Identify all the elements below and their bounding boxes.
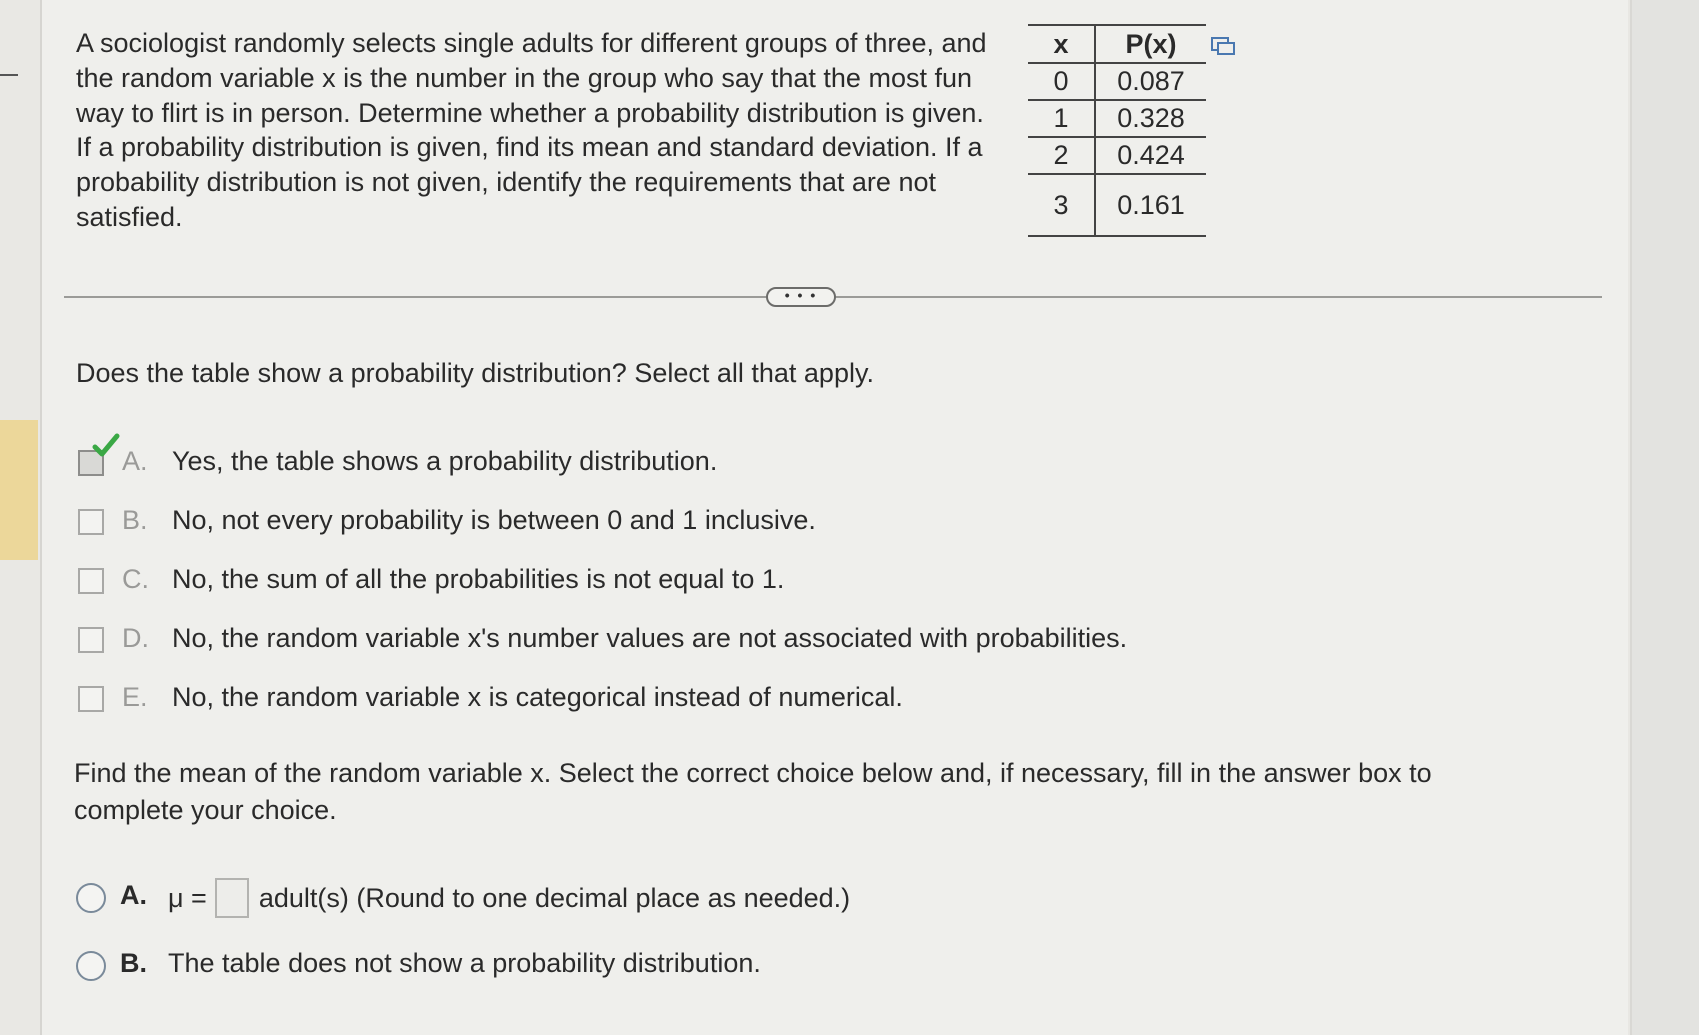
table-row	[1028, 137, 1206, 174]
table-cell-px: 0.328	[1095, 100, 1206, 137]
question1-prompt: Does the table show a probability distribution? Select all that apply.	[76, 358, 874, 388]
table-cell-x: 0	[1028, 63, 1095, 100]
mean-option-b-radio[interactable]	[76, 951, 106, 981]
mean-option-b-letter: B.	[120, 948, 147, 978]
table-row	[1028, 174, 1206, 236]
table-cell-x: 3	[1028, 174, 1095, 236]
table-header-px: P(x)	[1095, 25, 1206, 63]
option-b-checkbox[interactable]	[78, 509, 104, 535]
right-gutter	[1630, 0, 1699, 1035]
question-highlight-tab	[0, 420, 38, 560]
left-gutter-marker	[0, 74, 18, 76]
mean-option-b-text: The table does not show a probability distribution.	[168, 948, 761, 978]
table-cell-px: 0.424	[1095, 137, 1206, 174]
option-a-text: Yes, the table shows a probability distribution.	[172, 446, 718, 476]
mean-option-a-radio[interactable]	[76, 883, 106, 913]
probability-table	[1028, 24, 1206, 237]
option-b-text: No, not every probability is between 0 and 1 inclusive.	[172, 505, 816, 535]
option-c-checkbox[interactable]	[78, 568, 104, 594]
table-cell-px: 0.161	[1095, 174, 1206, 236]
option-c-letter: C.	[122, 564, 149, 594]
mean-option-a-content	[168, 880, 850, 920]
option-a-letter: A.	[122, 446, 148, 476]
option-b-letter: B.	[122, 505, 148, 535]
mean-option-a-letter: A.	[120, 880, 147, 910]
table-row	[1028, 63, 1206, 100]
option-d-checkbox[interactable]	[78, 627, 104, 653]
mean-option-a-suffix: adult(s) (Round to one decimal place as needed.)	[258, 883, 851, 914]
problem-statement: A sociologist randomly selects single adults for different groups of three, and the random variable x is the number in the group who say that the most fun way to flirt is in person. Determine whether a probability distribution is given. If a probability distribution is given, find its mean and standard deviation. If a probability distribution is not given, identify the requirements that are not satisfied.	[76, 28, 987, 232]
table-cell-x: 1	[1028, 100, 1095, 137]
option-d-letter: D.	[122, 623, 149, 653]
option-d-text: No, the random variable x's number values are not associated with probabilities.	[172, 623, 1128, 653]
mu-label: μ =	[168, 883, 207, 914]
checkmark-icon	[92, 432, 120, 460]
table-row	[1028, 100, 1206, 137]
question2-prompt: Find the mean of the random variable x. Select the correct choice below and, if necessary, fill in the answer box to complete your choice.	[74, 758, 1432, 825]
option-e-checkbox[interactable]	[78, 686, 104, 712]
mean-answer-input[interactable]	[215, 878, 249, 918]
option-e-letter: E.	[122, 682, 148, 712]
option-e-text: No, the random variable x is categorical instead of numerical.	[172, 682, 903, 712]
table-cell-px: 0.087	[1095, 63, 1206, 100]
copy-table-icon[interactable]	[1210, 36, 1236, 56]
table-header-x: x	[1028, 25, 1095, 63]
expand-more-button[interactable]: • • •	[766, 287, 836, 307]
table-cell-x: 2	[1028, 137, 1095, 174]
option-c-text: No, the sum of all the probabilities is not equal to 1.	[172, 564, 785, 594]
